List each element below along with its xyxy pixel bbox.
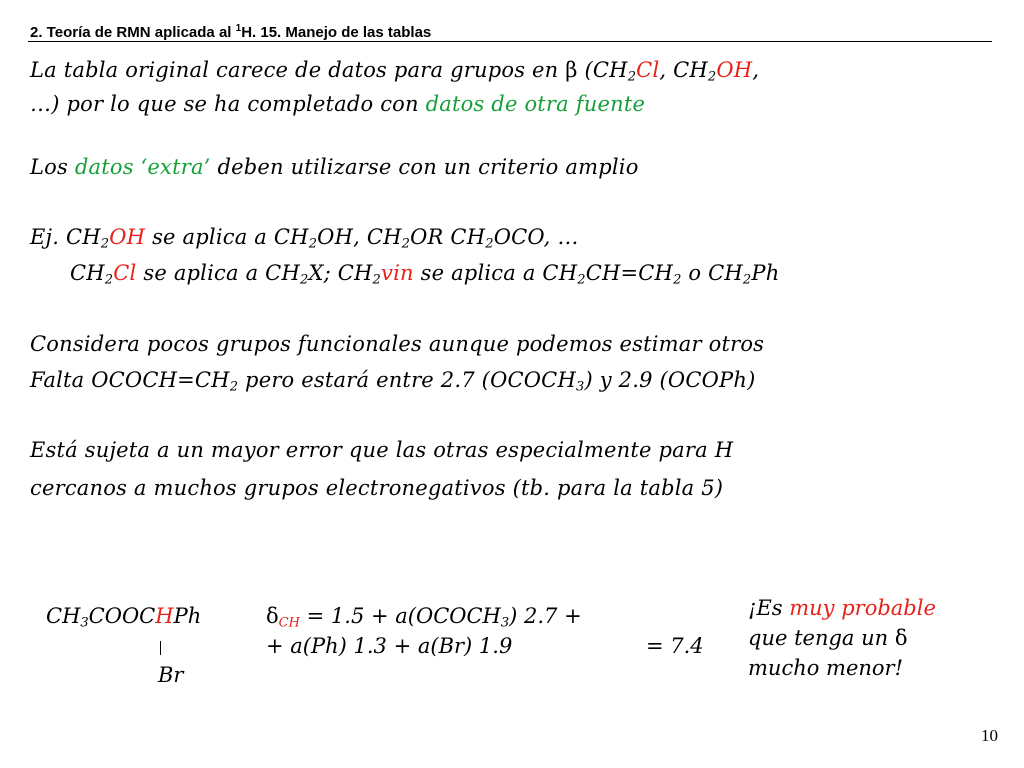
shift-result: = 7.4: [646, 634, 704, 658]
molecule-formula: $CH_3COOCHPh$: [46, 604, 202, 631]
paragraph-line-9: cercanos a muchos grupos electronegativos (tb. para la tabla 5): [30, 476, 724, 500]
note-line-3: mucho menor!: [748, 656, 904, 680]
bromine-substituent: Br: [158, 663, 184, 687]
paragraph-line-6: Considera pocos grupos funcionales aunque podemos estimar otros: [30, 332, 765, 356]
paragraph-line-1: La tabla original carece de datos para grupos en β ($CH_2Cl$, $CH_2OH$,: [30, 58, 760, 85]
paragraph-line-7: Falta $OCOCH=CH_2$ pero estará entre 2.7 $(OCOCH_3)$ y 2.9 (OCOPh): [30, 368, 756, 395]
highlighted-h: H: [155, 604, 174, 628]
shift-calculation-line-1: $\delta_{CH} = 1.5$ + $a(OCOCH_3) 2.7$ +: [266, 604, 582, 631]
bond-line: [160, 641, 161, 655]
header-rule: [28, 41, 992, 42]
page-number: 10: [981, 726, 998, 745]
paragraph-line-2: …) por lo que se ha completado con datos de otra fuente: [30, 92, 646, 116]
paragraph-line-8: Está sujeta a un mayor error que las otras especialmente para H: [30, 438, 734, 462]
extra-data-highlight: datos ‘extra’: [74, 155, 211, 179]
beta-symbol: β: [565, 58, 578, 82]
example-line-2: $CH_2Cl$ se aplica a $CH_2X$; $CH_2vin$ se aplica a $CH_2CH=CH_2$ o $CH_2Ph$: [70, 261, 780, 288]
note-line-2: que tenga un δ: [748, 626, 908, 650]
shift-calculation-line-2: + a(Ph) 1.3 + a(Br) 1.9: [266, 634, 513, 658]
note-line-1: ¡Es muy probable: [748, 596, 936, 620]
example-line-1: Ej. $CH_2OH$ se aplica a $CH_2OH$, $CH_2OR$ $CH_2OCO$, …: [30, 225, 579, 252]
oh-group: OH: [716, 58, 753, 82]
paragraph-line-3: Los datos ‘extra’ deben utilizarse con un criterio amplio: [30, 155, 639, 179]
other-source-highlight: datos de otra fuente: [425, 92, 646, 116]
cl-group: Cl: [636, 58, 660, 82]
slide-header: 2. Teoría de RMN aplicada al $^1$H. 15. Manejo de las tablas: [30, 23, 432, 41]
